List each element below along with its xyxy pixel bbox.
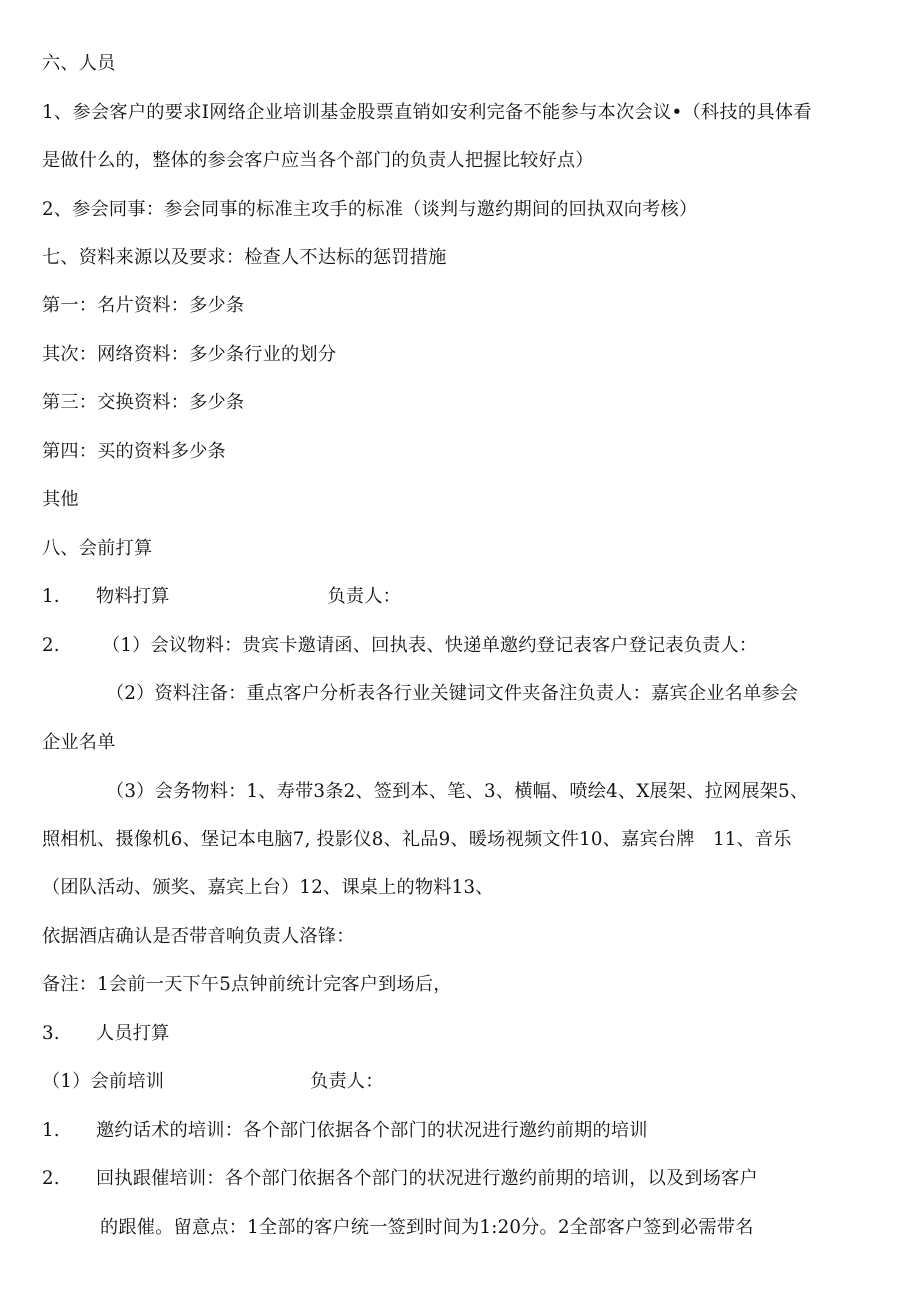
item-2-sub-2-line-2: 企业名单 — [42, 732, 116, 753]
sub-1-row — [42, 1070, 884, 1094]
training-1-row — [42, 1119, 884, 1143]
section-7-item-1: 第一：名片资料：多少条 — [42, 295, 245, 316]
item-2-row — [42, 634, 884, 658]
item-3-row — [42, 1022, 884, 1046]
item-2-sub-2-line-1: （2）资料注备：重点客户分析表各行业关键词文件夹备注负责人：嘉宾企业名单参会 — [106, 683, 799, 704]
item-3-number: 3. — [42, 1023, 60, 1044]
item-1-owner: 负责人： — [327, 586, 402, 607]
section-7-item-4: 第四：买的资料多少条 — [42, 441, 226, 462]
section-7-item-3: 第三：交换资料：多少条 — [42, 392, 245, 413]
training-2-text: 回执跟催培训：各个部门依据各个部门的状况进行邀约前期的培训，以及到场客户 — [95, 1168, 758, 1189]
section-7-item-2: 其次：网络资料：多少条行业的划分 — [42, 344, 337, 365]
item-1-row — [42, 585, 884, 609]
section-6-item-2: 2、参会同事：参会同事的标准主攻手的标准（谈判与邀约期间的回执双向考核） — [42, 199, 698, 220]
sub-1-owner: 负责人： — [310, 1071, 384, 1092]
training-2-continuation: 的跟催。留意点：1全部的客户统一签到时间为1:20分。2全部客户签到必需带名 — [100, 1217, 754, 1238]
sub-1-label: （1）会前培训 — [42, 1071, 165, 1092]
section-6-item-1-line-2: 是做什么的，整体的参会客户应当各个部门的负责人把握比较好点） — [42, 150, 594, 171]
section-8-title: 八、会前打算 — [42, 538, 153, 559]
item-2-sub-3-line-1: （3）会务物料：1、寿带3条2、签到本、笔、3、横幅、喷绘4、X展架、拉网展架5、 — [106, 781, 809, 802]
section-7-title: 七、资料来源以及要求：检查人不达标的惩罚措施 — [42, 247, 447, 268]
item-2-sub-3-line-3: （团队活动、颁奖、嘉宾上台）12、课桌上的物料13、 — [42, 877, 494, 898]
item-2-sub-3-line-2: 照相机、摄像机6、堡记本电脑7, 投影仪8、礼品9、暖场视频文件10、嘉宾台牌 11、音乐 — [42, 829, 792, 850]
note-line: 备注：1会前一天下午5点钟前统计完客户到场后， — [42, 974, 452, 995]
training-2-row — [42, 1167, 884, 1191]
item-2-number: 2. — [42, 635, 60, 656]
training-1-text: 邀约话术的培训：各个部门依据各个部门的状况进行邀约前期的培训 — [95, 1120, 648, 1141]
hotel-audio-line: 依据酒店确认是否带音响负责人洛锋： — [42, 926, 355, 947]
item-1-number: 1. — [42, 586, 60, 607]
section-7-item-5: 其他 — [42, 489, 79, 510]
item-3-label: 人员打算 — [95, 1023, 170, 1044]
item-1-label: 物料打算 — [95, 586, 170, 607]
section-6-title: 六、人员 — [42, 53, 116, 74]
section-6-item-1-line-1: 1、参会客户的要求I网络企业培训基金股票直销如安利完备不能参与本次会议•（科技的具体看 — [42, 102, 812, 123]
training-2-number: 2. — [42, 1168, 60, 1189]
training-1-number: 1. — [42, 1120, 60, 1141]
item-2-text: （1）会议物料：贵宾卡邀请函、回执表、快递单邀约登记表客户登记表负责人： — [101, 635, 758, 656]
